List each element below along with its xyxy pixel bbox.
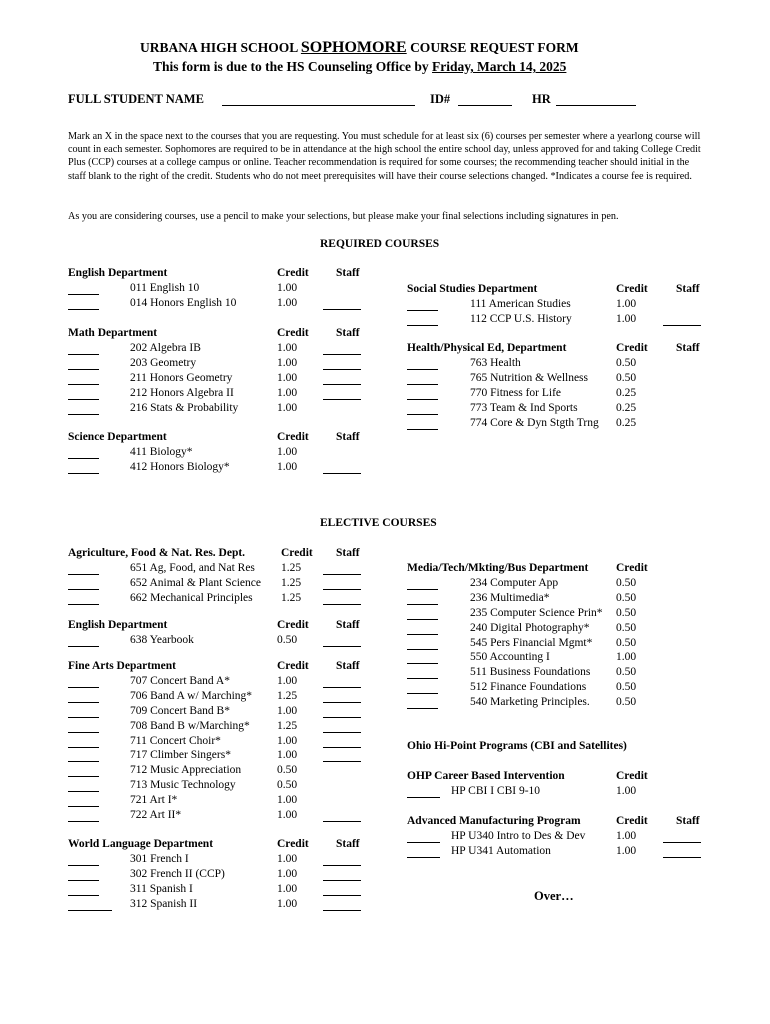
el-language-course-credit: 1.00 xyxy=(277,852,298,865)
req-math-course-credit: 1.00 xyxy=(277,401,298,414)
req-science-title: Science Department xyxy=(68,431,167,443)
el-media-select-blank[interactable] xyxy=(407,708,438,709)
el-language-select-blank[interactable] xyxy=(68,865,99,866)
el-english-course-credit: 0.50 xyxy=(277,633,298,646)
req-science-course-name: 412 Honors Biology* xyxy=(130,460,230,473)
el-mfg-select-blank[interactable] xyxy=(407,857,440,858)
el-media-course-name: 545 Pers Financial Mgmt* xyxy=(470,636,593,649)
el-arts-staff-initial-blank[interactable] xyxy=(323,761,361,762)
el-arts-course-credit: 1.00 xyxy=(277,749,298,762)
el-arts-credit-header: Credit xyxy=(277,660,309,672)
el-english-staff-header: Staff xyxy=(336,619,360,631)
req-social-course-name: 111 American Studies xyxy=(470,297,571,310)
req-health-course-name: 773 Team & Ind Sports xyxy=(470,401,578,414)
el-arts-select-blank[interactable] xyxy=(68,732,99,733)
el-arts-staff-initial-blank[interactable] xyxy=(323,702,361,703)
el-arts-course-credit: 1.00 xyxy=(277,734,298,747)
el-english-credit-header: Credit xyxy=(277,619,309,631)
due-date: Friday, March 14, 2025 xyxy=(432,59,567,74)
el-ag-course-credit: 1.25 xyxy=(281,561,302,574)
req-social-staff-initial-blank[interactable] xyxy=(663,325,701,326)
req-math-credit-header: Credit xyxy=(277,327,309,339)
el-media-select-blank[interactable] xyxy=(407,663,438,664)
req-social-select-blank[interactable] xyxy=(407,310,438,311)
el-media-course-credit: 0.50 xyxy=(616,636,637,649)
el-language-staff-initial-blank[interactable] xyxy=(323,895,361,896)
req-english-course-name: 011 English 10 xyxy=(130,281,200,294)
req-health-select-blank[interactable] xyxy=(407,429,438,430)
el-arts-course-credit: 1.25 xyxy=(277,719,298,732)
el-cbi-title: OHP Career Based Intervention xyxy=(407,770,565,782)
el-language-staff-header: Staff xyxy=(336,838,360,850)
el-ag-select-blank[interactable] xyxy=(68,574,99,575)
el-media-select-blank[interactable] xyxy=(407,619,438,620)
req-health-select-blank[interactable] xyxy=(407,399,438,400)
el-arts-course-name: 708 Band B w/Marching* xyxy=(130,719,250,732)
req-social-staff-header: Staff xyxy=(676,283,700,295)
req-health-course-credit: 0.25 xyxy=(616,401,637,414)
el-arts-course-credit: 0.50 xyxy=(277,779,298,792)
el-arts-select-blank[interactable] xyxy=(68,717,99,718)
el-language-staff-initial-blank[interactable] xyxy=(323,880,361,881)
req-math-course-name: 211 Honors Geometry xyxy=(130,371,233,384)
el-mfg-course-name: HP U341 Automation xyxy=(451,844,551,857)
el-language-course-name: 302 French II (CCP) xyxy=(130,867,225,880)
el-media-title: Media/Tech/Mkting/Bus Department xyxy=(407,562,589,574)
req-math-course-name: 202 Algebra IB xyxy=(130,341,201,354)
req-health-select-blank[interactable] xyxy=(407,384,438,385)
el-arts-staff-initial-blank[interactable] xyxy=(323,732,361,733)
instructions-paragraph: Mark an X in the space next to the courses that you are requesting. You must schedule for at least six (6) courses per semester where a yearlong course will count in each semester. Sophomores are required to be in attendance at the high school the entire school day, unless approved for and taking College Credit Plus (CCP) courses at a college campus or online. Teacher recommendation is required for some courses; the recommending teacher should initial in the staff blank to the right of the credit. Students who do not meet prerequisites will have their course selections changed. *Indicates a course fee is required. xyxy=(68,131,701,182)
req-math-title: Math Department xyxy=(68,327,158,339)
req-math-staff-header: Staff xyxy=(336,327,360,339)
el-media-select-blank[interactable] xyxy=(407,678,438,679)
el-ag-credit-header: Credit xyxy=(281,547,313,559)
el-arts-title: Fine Arts Department xyxy=(68,660,176,672)
el-ag-staff-header: Staff xyxy=(336,547,360,559)
req-science-staff-initial-blank[interactable] xyxy=(323,473,361,474)
req-english-select-blank[interactable] xyxy=(68,309,99,310)
el-arts-staff-header: Staff xyxy=(336,660,360,672)
req-science-course-name: 411 Biology* xyxy=(130,445,193,458)
id-label: ID# xyxy=(430,92,451,106)
req-math-staff-initial-blank[interactable] xyxy=(323,354,361,355)
el-ag-course-credit: 1.25 xyxy=(281,576,302,589)
req-science-course-credit: 1.00 xyxy=(277,460,298,473)
el-language-course-name: 311 Spanish I xyxy=(130,882,193,895)
el-arts-course-credit: 1.00 xyxy=(277,674,298,687)
el-media-select-blank[interactable] xyxy=(407,649,438,650)
el-ag-course-name: 651 Ag, Food, and Nat Res xyxy=(130,561,255,574)
req-health-course-name: 765 Nutrition & Wellness xyxy=(470,371,589,384)
el-media-course-name: 235 Computer Science Prin* xyxy=(470,606,603,619)
el-language-course-credit: 1.00 xyxy=(277,897,298,910)
req-math-course-name: 212 Honors Algebra II xyxy=(130,386,234,399)
el-arts-course-credit: 0.50 xyxy=(277,764,298,777)
req-english-staff-initial-blank[interactable] xyxy=(323,309,361,310)
el-arts-course-name: 712 Music Appreciation xyxy=(130,764,242,777)
full-name-field[interactable] xyxy=(222,105,415,106)
el-arts-course-credit: 1.25 xyxy=(277,689,298,702)
form-title-pre: URBANA HIGH SCHOOL xyxy=(140,40,301,55)
req-science-credit-header: Credit xyxy=(277,431,309,443)
el-arts-course-name: 707 Concert Band A* xyxy=(130,674,230,687)
req-social-course-name: 112 CCP U.S. History xyxy=(470,312,572,325)
el-language-staff-initial-blank[interactable] xyxy=(323,910,361,911)
req-social-course-credit: 1.00 xyxy=(616,312,637,325)
el-media-course-name: 236 Multimedia* xyxy=(470,591,550,604)
req-science-select-blank[interactable] xyxy=(68,473,99,474)
req-math-staff-initial-blank[interactable] xyxy=(323,399,361,400)
req-english-course-credit: 1.00 xyxy=(277,281,298,294)
el-arts-select-blank[interactable] xyxy=(68,776,99,777)
el-media-course-credit: 0.50 xyxy=(616,621,637,634)
el-mfg-select-blank[interactable] xyxy=(407,842,440,843)
el-media-course-credit: 1.00 xyxy=(616,651,637,664)
over-note: Over… xyxy=(534,889,574,903)
form-title-post: COURSE REQUEST FORM xyxy=(406,40,579,55)
el-mfg-course-name: HP U340 Intro to Des & Dev xyxy=(451,829,586,842)
el-media-course-name: 234 Computer App xyxy=(470,576,559,589)
form-title xyxy=(140,40,579,56)
el-ag-select-blank[interactable] xyxy=(68,589,99,590)
req-math-course-credit: 1.00 xyxy=(277,341,298,354)
el-arts-select-blank[interactable] xyxy=(68,806,99,807)
req-science-course-credit: 1.00 xyxy=(277,445,298,458)
el-cbi-course-credit: 1.00 xyxy=(616,784,637,797)
req-social-course-credit: 1.00 xyxy=(616,297,637,310)
req-health-course-name: 770 Fitness for Life xyxy=(470,386,562,399)
req-health-course-credit: 0.25 xyxy=(616,416,637,429)
el-language-select-blank[interactable] xyxy=(68,895,99,896)
el-language-course-credit: 1.00 xyxy=(277,867,298,880)
req-english-select-blank[interactable] xyxy=(68,294,99,295)
el-media-credit-header: Credit xyxy=(616,562,648,574)
el-ag-course-name: 652 Animal & Plant Science xyxy=(130,576,261,589)
el-media-course-credit: 0.50 xyxy=(616,591,637,604)
el-media-course-name: 550 Accounting I xyxy=(470,651,550,664)
el-mfg-course-credit: 1.00 xyxy=(616,844,637,857)
form-title-grade: SOPHOMORE xyxy=(300,39,407,56)
el-media-select-blank[interactable] xyxy=(407,693,438,694)
el-mfg-credit-header: Credit xyxy=(616,815,648,827)
el-mfg-staff-header: Staff xyxy=(676,815,700,827)
el-arts-select-blank[interactable] xyxy=(68,687,99,688)
form-subtitle xyxy=(153,60,566,74)
hr-label: HR xyxy=(532,92,551,106)
el-media-course-credit: 0.50 xyxy=(616,606,637,619)
req-health-title: Health/Physical Ed, Department xyxy=(407,342,567,354)
req-math-staff-initial-blank[interactable] xyxy=(323,369,361,370)
el-arts-select-blank[interactable] xyxy=(68,761,99,762)
el-mfg-title: Advanced Manufacturing Program xyxy=(407,815,581,827)
el-ag-staff-initial-blank[interactable] xyxy=(323,604,361,605)
req-health-course-name: 763 Health xyxy=(470,356,521,369)
req-english-course-credit: 1.00 xyxy=(277,296,298,309)
el-cbi-course-name: HP CBI I CBI 9-10 xyxy=(451,784,541,797)
el-language-course-name: 301 French I xyxy=(130,852,189,865)
required-courses-heading: REQUIRED COURSES xyxy=(320,238,440,250)
el-ag-staff-initial-blank[interactable] xyxy=(323,574,361,575)
req-health-select-blank[interactable] xyxy=(407,414,438,415)
el-arts-course-name: 717 Climber Singers* xyxy=(130,749,231,762)
req-health-course-credit: 0.50 xyxy=(616,371,637,384)
el-language-select-blank[interactable] xyxy=(68,910,112,911)
el-media-course-credit: 0.50 xyxy=(616,666,637,679)
req-science-staff-header: Staff xyxy=(336,431,360,443)
el-mfg-staff-initial-blank[interactable] xyxy=(663,842,701,843)
req-social-select-blank[interactable] xyxy=(407,325,438,326)
el-arts-staff-initial-blank[interactable] xyxy=(323,747,361,748)
el-english-select-blank[interactable] xyxy=(68,646,99,647)
req-health-select-blank[interactable] xyxy=(407,369,438,370)
req-health-course-credit: 0.25 xyxy=(616,386,637,399)
req-math-select-blank[interactable] xyxy=(68,414,99,415)
req-health-credit-header: Credit xyxy=(616,342,648,354)
elective-courses-heading: ELECTIVE COURSES xyxy=(320,517,437,529)
req-social-title: Social Studies Department xyxy=(407,283,538,295)
el-media-course-credit: 0.50 xyxy=(616,681,637,694)
req-math-course-credit: 1.00 xyxy=(277,371,298,384)
el-ag-course-credit: 1.25 xyxy=(281,591,302,604)
req-math-select-blank[interactable] xyxy=(68,369,99,370)
full-name-label: FULL STUDENT NAME xyxy=(68,92,204,106)
el-cbi-credit-header: Credit xyxy=(616,770,648,782)
el-ag-title: Agriculture, Food & Nat. Res. Dept. xyxy=(68,547,246,559)
id-field[interactable] xyxy=(458,105,512,106)
hr-field[interactable] xyxy=(556,105,636,106)
el-arts-course-credit: 1.00 xyxy=(277,794,298,807)
el-arts-course-name: 711 Concert Choir* xyxy=(130,734,221,747)
req-math-course-name: 203 Geometry xyxy=(130,356,197,369)
el-arts-staff-initial-blank[interactable] xyxy=(323,717,361,718)
el-arts-course-credit: 1.00 xyxy=(277,704,298,717)
req-english-title: English Department xyxy=(68,267,168,279)
el-english-staff-initial-blank[interactable] xyxy=(323,646,361,647)
ohp-programs-title: Ohio Hi-Point Programs (CBI and Satellites) xyxy=(407,740,627,752)
el-media-course-name: 512 Finance Foundations xyxy=(470,681,587,694)
el-media-course-name: 540 Marketing Principles. xyxy=(470,696,590,709)
el-cbi-select-blank[interactable] xyxy=(407,797,440,798)
el-arts-course-name: 713 Music Technology xyxy=(130,779,236,792)
req-math-course-name: 216 Stats & Probability xyxy=(130,401,239,414)
req-math-select-blank[interactable] xyxy=(68,354,99,355)
req-health-staff-header: Staff xyxy=(676,342,700,354)
el-english-title: English Department xyxy=(68,619,168,631)
form-subtitle-pre: This form is due to the HS Counseling Office by xyxy=(153,59,433,74)
req-math-course-credit: 1.00 xyxy=(277,356,298,369)
el-language-title: World Language Department xyxy=(68,838,214,850)
el-arts-select-blank[interactable] xyxy=(68,791,99,792)
req-math-staff-initial-blank[interactable] xyxy=(323,384,361,385)
el-media-course-name: 240 Digital Photography* xyxy=(470,621,590,634)
el-language-course-credit: 1.00 xyxy=(277,882,298,895)
pencil-note: As you are considering courses, use a pencil to make your selections, but please make your final selections including signatures in pen. xyxy=(68,211,619,222)
el-media-course-name: 511 Business Foundations xyxy=(470,666,591,679)
el-ag-staff-initial-blank[interactable] xyxy=(323,589,361,590)
el-media-course-credit: 0.50 xyxy=(616,696,637,709)
req-health-course-name: 774 Core & Dyn Stgth Trng xyxy=(470,416,599,429)
el-arts-staff-initial-blank[interactable] xyxy=(323,687,361,688)
el-arts-select-blank[interactable] xyxy=(68,702,99,703)
el-language-course-name: 312 Spanish II xyxy=(130,897,198,910)
el-media-select-blank[interactable] xyxy=(407,634,438,635)
req-english-staff-header: Staff xyxy=(336,267,360,279)
req-math-course-credit: 1.00 xyxy=(277,386,298,399)
el-english-course-name: 638 Yearbook xyxy=(130,633,194,646)
req-english-course-name: 014 Honors English 10 xyxy=(130,296,237,309)
el-language-staff-initial-blank[interactable] xyxy=(323,865,361,866)
el-arts-select-blank[interactable] xyxy=(68,747,99,748)
el-arts-select-blank[interactable] xyxy=(68,821,99,822)
el-arts-course-credit: 1.00 xyxy=(277,809,298,821)
req-math-select-blank[interactable] xyxy=(68,384,99,385)
req-english-credit-header: Credit xyxy=(277,267,309,279)
el-mfg-course-credit: 1.00 xyxy=(616,829,637,842)
el-arts-course-name: 722 Art II* xyxy=(130,809,182,821)
el-arts-staff-initial-blank[interactable] xyxy=(323,821,361,822)
el-language-select-blank[interactable] xyxy=(68,880,99,881)
req-social-credit-header: Credit xyxy=(616,283,648,295)
el-arts-course-name: 709 Concert Band B* xyxy=(130,704,230,717)
req-science-select-blank[interactable] xyxy=(68,458,99,459)
el-media-select-blank[interactable] xyxy=(407,589,438,590)
el-mfg-staff-initial-blank[interactable] xyxy=(663,857,701,858)
el-arts-course-name: 721 Art I* xyxy=(130,794,178,807)
el-media-select-blank[interactable] xyxy=(407,604,438,605)
el-arts-course-name: 706 Band A w/ Marching* xyxy=(130,689,253,702)
req-math-select-blank[interactable] xyxy=(68,399,99,400)
el-language-credit-header: Credit xyxy=(277,838,309,850)
el-ag-select-blank[interactable] xyxy=(68,604,99,605)
el-ag-course-name: 662 Mechanical Principles xyxy=(130,591,253,604)
el-media-course-credit: 0.50 xyxy=(616,576,637,589)
req-health-course-credit: 0.50 xyxy=(616,356,637,369)
